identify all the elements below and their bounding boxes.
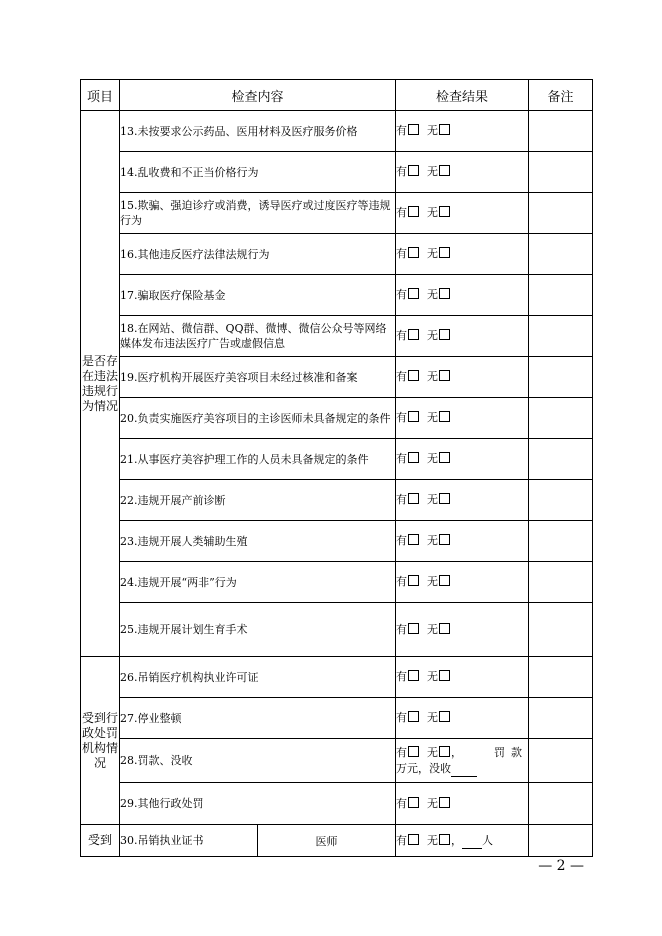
- no-checkbox[interactable]: [439, 797, 450, 808]
- result-28: [396, 739, 529, 783]
- item-28: 28.罚款、没收: [120, 739, 396, 783]
- item-18: 18.在网站、微信群、QQ群、微博、微信公众号等网络媒体发布违法医疗广告或虚假信息: [120, 316, 396, 357]
- item-20: 20.负责实施医疗美容项目的主诊医师未具备规定的条件: [120, 398, 396, 439]
- no-label: 无: [427, 247, 439, 260]
- yes-checkbox[interactable]: [408, 797, 419, 808]
- no-label: 无: [427, 370, 439, 383]
- no-label: 无: [427, 288, 439, 301]
- item-21: 21.从事医疗美容护理工作的人员未具备规定的条件: [120, 439, 396, 480]
- note-24[interactable]: [529, 562, 593, 603]
- yes-label: 有: [396, 411, 408, 424]
- license-comma: ，: [451, 833, 463, 847]
- header-note: 备注: [529, 80, 593, 111]
- confiscate-blank[interactable]: [451, 764, 477, 777]
- table-row: [81, 698, 593, 739]
- note-26[interactable]: [529, 657, 593, 698]
- table-row: [81, 825, 593, 857]
- no-label: 无: [427, 796, 439, 810]
- no-checkbox[interactable]: [439, 165, 450, 176]
- table-row: [81, 193, 593, 234]
- header-row: [81, 80, 593, 111]
- table-row: [81, 603, 593, 657]
- no-checkbox[interactable]: [439, 575, 450, 586]
- no-label: 无: [427, 622, 439, 636]
- yes-label: 有: [396, 329, 408, 342]
- note-17[interactable]: [529, 275, 593, 316]
- note-25[interactable]: [529, 603, 593, 657]
- no-checkbox[interactable]: [439, 746, 450, 757]
- note-20[interactable]: [529, 398, 593, 439]
- inspection-table: [80, 79, 593, 857]
- no-checkbox[interactable]: [439, 247, 450, 258]
- no-label: 无: [427, 329, 439, 342]
- no-label: 无: [427, 124, 439, 137]
- no-label: 无: [427, 575, 439, 588]
- note-23[interactable]: [529, 521, 593, 562]
- no-checkbox[interactable]: [439, 711, 450, 722]
- result-20: [396, 398, 529, 439]
- yes-checkbox[interactable]: [408, 623, 419, 634]
- yes-checkbox[interactable]: [408, 452, 419, 463]
- no-label: 无: [427, 165, 439, 178]
- note-22[interactable]: [529, 480, 593, 521]
- no-label: 无: [427, 493, 439, 506]
- note-30[interactable]: [529, 825, 593, 857]
- table-row: [81, 234, 593, 275]
- note-13[interactable]: [529, 111, 593, 152]
- item-19: 19.医疗机构开展医疗美容项目未经过核准和备案: [120, 357, 396, 398]
- no-checkbox[interactable]: [439, 124, 450, 135]
- yes-label: 有: [396, 165, 408, 178]
- yes-checkbox[interactable]: [408, 670, 419, 681]
- no-label: 无: [427, 534, 439, 547]
- yes-label: 有: [396, 206, 408, 219]
- category-received: 受到: [81, 825, 120, 857]
- no-label: 无: [427, 711, 439, 724]
- result-24: [396, 562, 529, 603]
- yes-checkbox[interactable]: [408, 746, 419, 757]
- yes-checkbox[interactable]: [408, 124, 419, 135]
- table-row: [81, 398, 593, 439]
- yes-label: 有: [396, 575, 408, 588]
- table-row: [81, 480, 593, 521]
- yes-checkbox[interactable]: [408, 575, 419, 586]
- yes-checkbox[interactable]: [408, 165, 419, 176]
- no-label: 无: [427, 745, 439, 759]
- table-row: [81, 316, 593, 357]
- table-row: [81, 439, 593, 480]
- confiscate-label: ，没收: [418, 761, 452, 775]
- table-row: [81, 357, 593, 398]
- note-15[interactable]: [529, 193, 593, 234]
- result-23: [396, 521, 529, 562]
- no-checkbox[interactable]: [439, 834, 450, 845]
- page-number: — 2 —: [538, 858, 584, 874]
- no-checkbox[interactable]: [439, 411, 450, 422]
- note-19[interactable]: [529, 357, 593, 398]
- yes-checkbox[interactable]: [408, 370, 419, 381]
- result-15: [396, 193, 529, 234]
- result-26: [396, 657, 529, 698]
- result-13: [396, 111, 529, 152]
- result-14: [396, 152, 529, 193]
- no-checkbox[interactable]: [439, 623, 450, 634]
- result-22: [396, 480, 529, 521]
- yes-checkbox[interactable]: [408, 711, 419, 722]
- yes-checkbox[interactable]: [408, 493, 419, 504]
- item-29: 29.其他行政处罚: [120, 783, 396, 825]
- item-23: 23.违规开展人类辅助生殖: [120, 521, 396, 562]
- result-25: [396, 603, 529, 657]
- yes-label: 有: [396, 370, 408, 383]
- note-21[interactable]: [529, 439, 593, 480]
- item-14: 14.乱收费和不正当价格行为: [120, 152, 396, 193]
- no-label: 无: [427, 206, 439, 219]
- category-violations: 是否存在违法违规行为情况: [81, 111, 120, 657]
- note-16[interactable]: [529, 234, 593, 275]
- result-17: [396, 275, 529, 316]
- no-label: 无: [427, 833, 439, 847]
- yes-label: 有: [396, 247, 408, 260]
- table-row: [81, 739, 593, 783]
- sub-physician: 医师: [258, 825, 396, 857]
- yes-checkbox[interactable]: [408, 329, 419, 340]
- yes-checkbox[interactable]: [408, 206, 419, 217]
- item-30: 30.吊销执业证书: [120, 825, 258, 857]
- result-29: [396, 783, 529, 825]
- result-30: [396, 825, 529, 857]
- item-22: 22.违规开展产前诊断: [120, 480, 396, 521]
- yes-label: 有: [396, 745, 408, 759]
- no-label: 无: [427, 411, 439, 424]
- yes-label: 有: [396, 452, 408, 465]
- fine-unit: 万元: [396, 761, 419, 775]
- item-15: 15.欺骗、强迫诊疗或消费，诱导医疗或过度医疗等违规行为: [120, 193, 396, 234]
- table-row: [81, 111, 593, 152]
- yes-label: 有: [396, 493, 408, 506]
- no-checkbox[interactable]: [439, 534, 450, 545]
- table-row: [81, 783, 593, 825]
- yes-label: 有: [396, 796, 408, 810]
- no-label: 无: [427, 452, 439, 465]
- table-row: [81, 562, 593, 603]
- count-blank[interactable]: [462, 836, 482, 849]
- table-row: [81, 152, 593, 193]
- yes-label: 有: [396, 833, 408, 847]
- note-29[interactable]: [529, 783, 593, 825]
- no-checkbox[interactable]: [439, 206, 450, 217]
- yes-label: 有: [396, 124, 408, 137]
- item-24: 24.违规开展“两非”行为: [120, 562, 396, 603]
- no-checkbox[interactable]: [439, 452, 450, 463]
- header-result: 检查结果: [396, 80, 529, 111]
- item-26: 26.吊销医疗机构执业许可证: [120, 657, 396, 698]
- yes-checkbox[interactable]: [408, 834, 419, 845]
- fine-label: 罚款: [494, 745, 529, 759]
- yes-label: 有: [396, 622, 408, 636]
- yes-label: 有: [396, 670, 408, 683]
- yes-checkbox[interactable]: [408, 411, 419, 422]
- result-21: [396, 439, 529, 480]
- yes-label: 有: [396, 534, 408, 547]
- table-row: [81, 657, 593, 698]
- yes-checkbox[interactable]: [408, 534, 419, 545]
- fine-line-2: [396, 761, 528, 777]
- fine-line-1: [396, 745, 528, 761]
- header-content: 检查内容: [120, 80, 396, 111]
- no-checkbox[interactable]: [439, 288, 450, 299]
- no-label: 无: [427, 670, 439, 683]
- yes-label: 有: [396, 288, 408, 301]
- no-checkbox[interactable]: [439, 670, 450, 681]
- result-16: [396, 234, 529, 275]
- table-row: [81, 275, 593, 316]
- yes-checkbox[interactable]: [408, 288, 419, 299]
- item-25: 25.违规开展计划生育手术: [120, 603, 396, 657]
- header-project: 项目: [81, 80, 120, 111]
- no-checkbox[interactable]: [439, 370, 450, 381]
- no-checkbox[interactable]: [439, 329, 450, 340]
- item-17: 17.骗取医疗保险基金: [120, 275, 396, 316]
- unit-label: 人: [482, 833, 494, 847]
- note-18[interactable]: [529, 316, 593, 357]
- yes-checkbox[interactable]: [408, 247, 419, 258]
- note-14[interactable]: [529, 152, 593, 193]
- result-19: [396, 357, 529, 398]
- no-checkbox[interactable]: [439, 493, 450, 504]
- category-penalties: 受到行政处罚机构情况: [81, 657, 120, 825]
- table-row: [81, 521, 593, 562]
- result-18: [396, 316, 529, 357]
- note-27[interactable]: [529, 698, 593, 739]
- fine-comma: ，: [451, 745, 463, 759]
- item-16: 16.其他违反医疗法律法规行为: [120, 234, 396, 275]
- item-13: 13.未按要求公示药品、医用材料及医疗服务价格: [120, 111, 396, 152]
- yes-label: 有: [396, 711, 408, 724]
- result-27: [396, 698, 529, 739]
- item-27: 27.停业整顿: [120, 698, 396, 739]
- note-28[interactable]: [529, 739, 593, 783]
